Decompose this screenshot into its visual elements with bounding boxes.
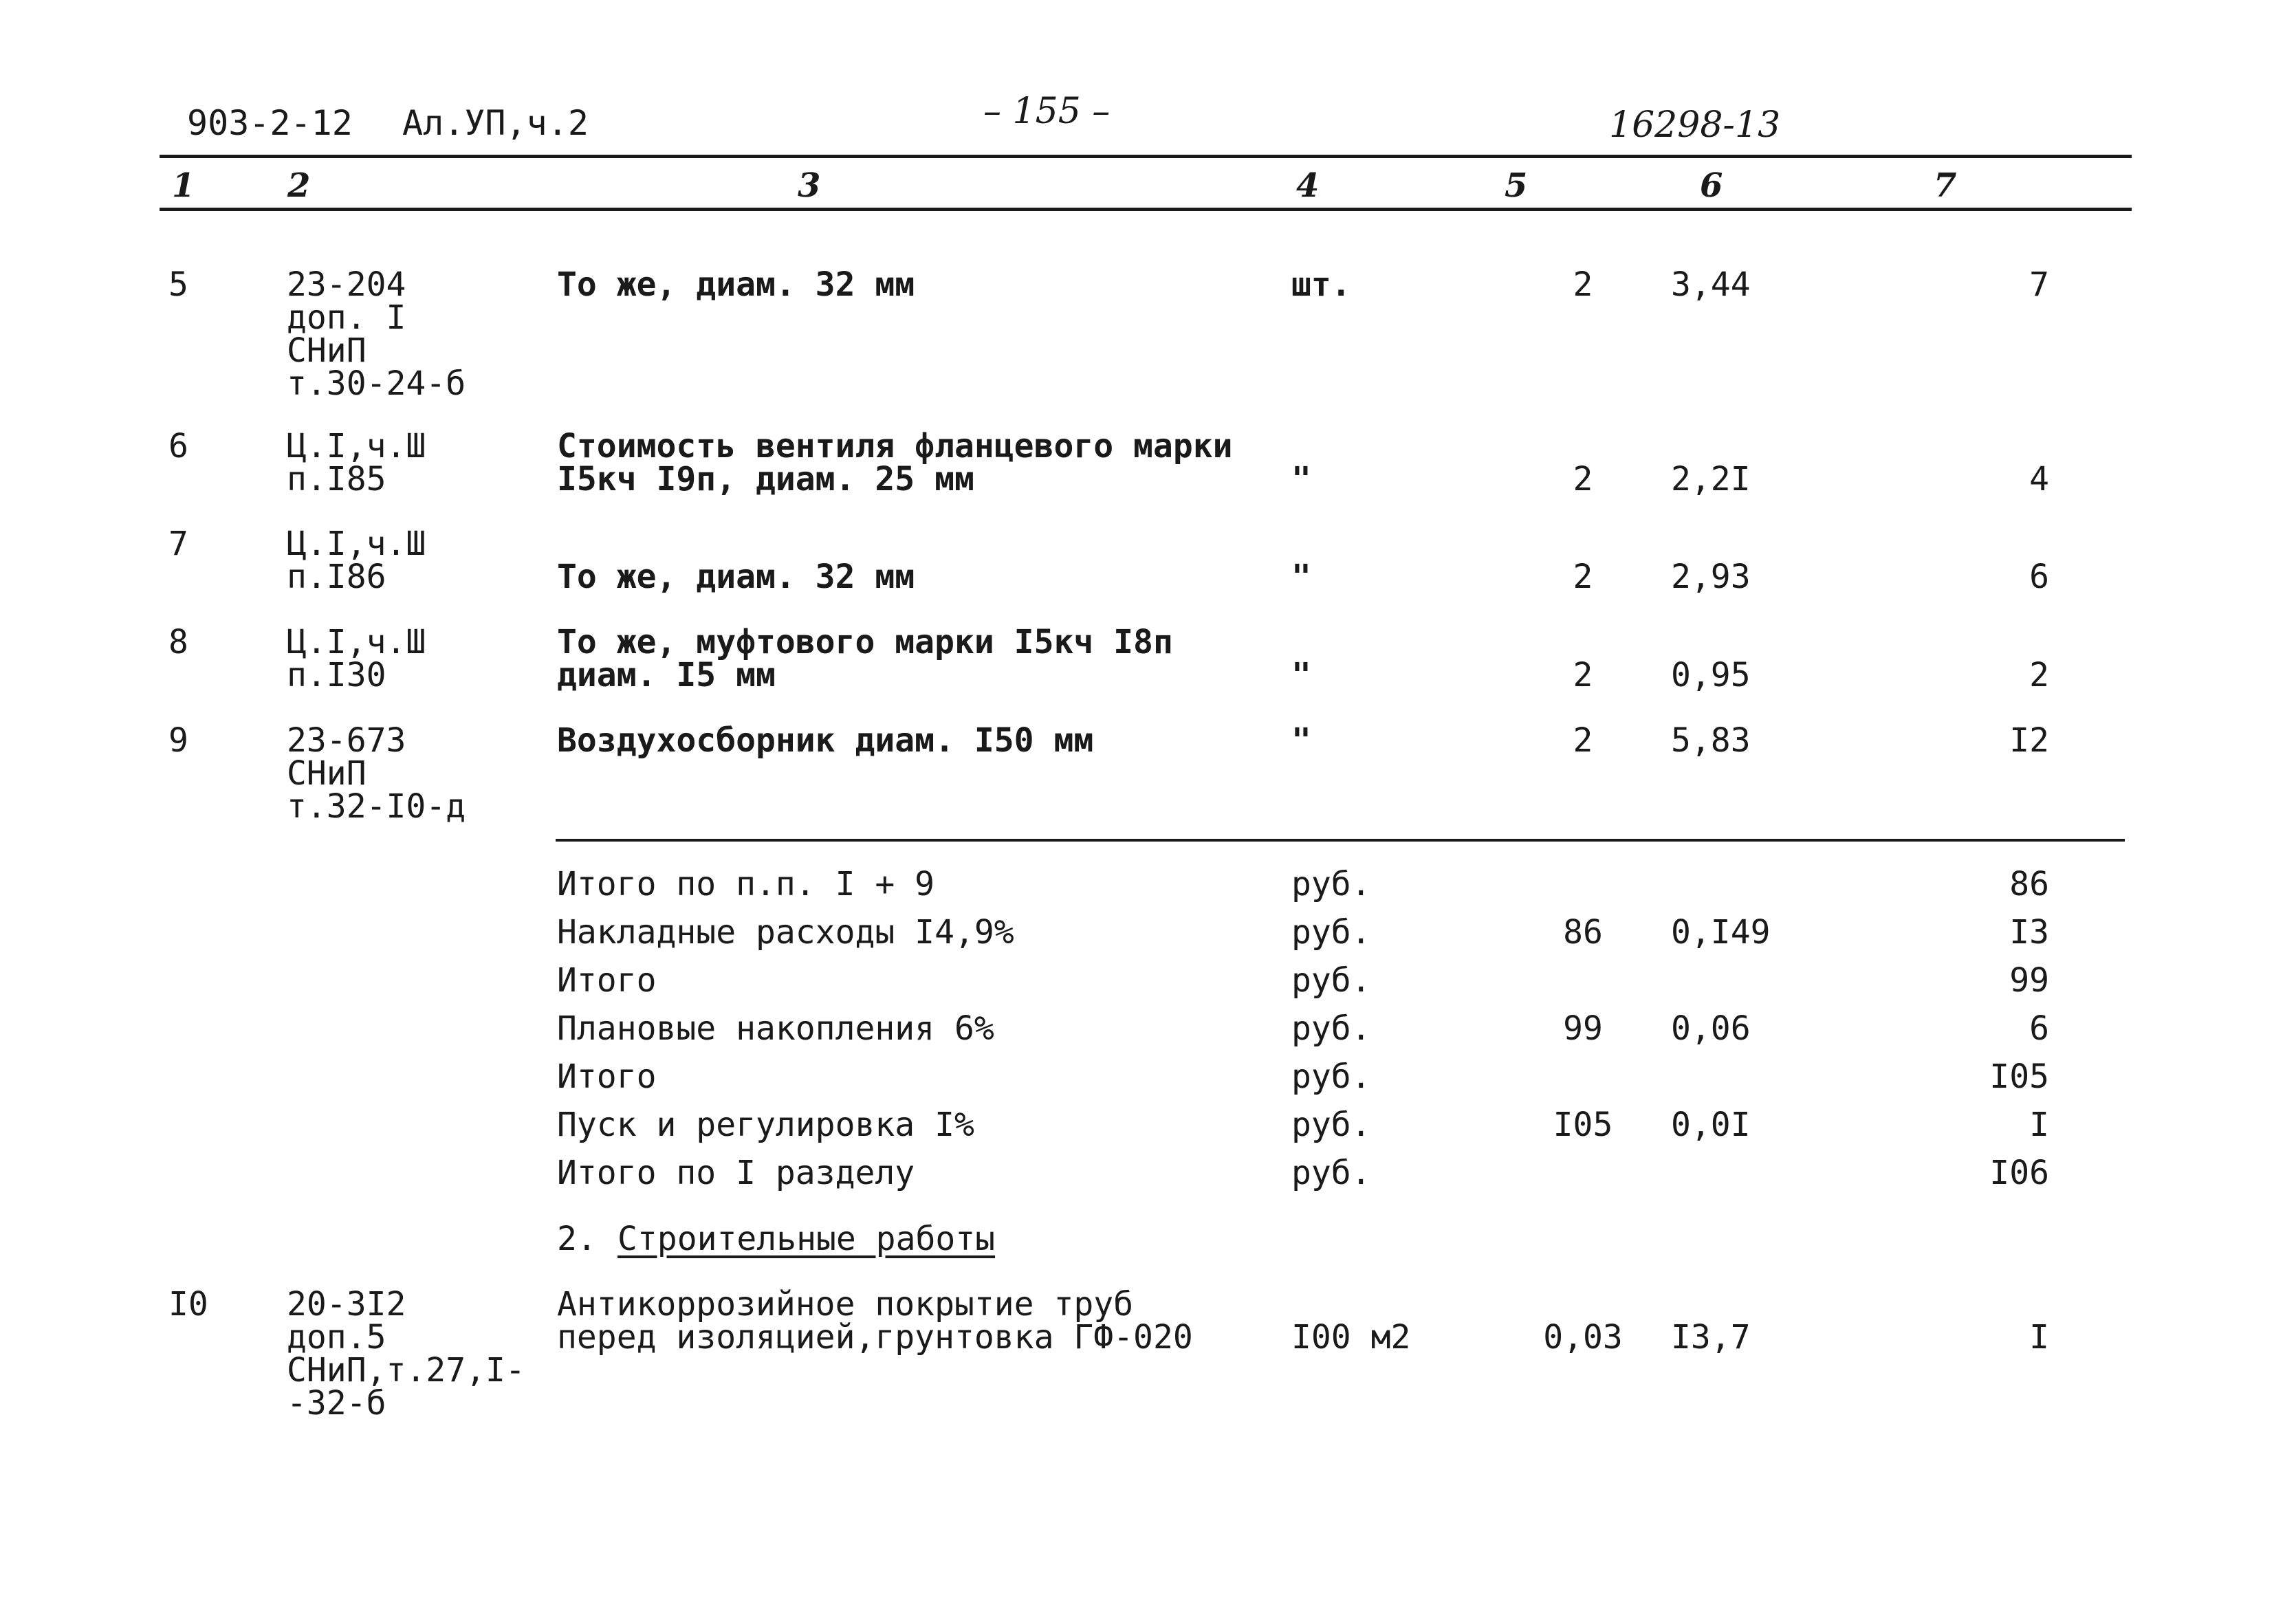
item-reference: 23-204 доп. I СНиП т.30-24-б [287,265,466,403]
summary-base: I05 [1553,1106,1613,1144]
summary-row [0,961,2274,1005]
item-number: 6 [168,427,188,465]
item-reference: Ц.I,ч.Ш п.I30 [287,623,426,694]
item-unit: шт. [1291,265,1351,304]
item-total: 2 [2029,656,2049,694]
item-description: То же, диам. 32 мм [557,265,915,304]
summary-unit: руб. [1291,1106,1371,1144]
header-bottom-rule [160,208,2132,211]
summary-rate: 0,06 [1671,1009,1751,1048]
item-unit: " [1291,558,1311,596]
item-quantity: 0,03 [1543,1318,1623,1357]
summary-rate: 0,0I [1671,1106,1751,1144]
item-unit-price: 2,93 [1671,558,1751,596]
summary-row [0,913,2274,957]
summary-label: Итого [557,961,657,1000]
item-reference: 23-673 СНиП т.32-I0-д [287,721,466,826]
summary-label: Пуск и регулировка I% [557,1106,974,1144]
summary-value: I3 [2009,913,2049,952]
item-unit: " [1291,721,1311,760]
column-number-7: 7 [1934,166,1957,205]
item-quantity: 2 [1573,721,1593,760]
item-description: Стоимость вентиля фланцевого марки I5кч I9п, диам. 25 мм [557,427,1233,498]
item-unit: " [1291,656,1311,694]
summary-label: Итого [557,1057,657,1096]
section-heading [0,1222,2274,1264]
column-number-1: 1 [172,166,195,205]
column-number-4: 4 [1296,166,1320,205]
item-reference: 20-3I2 доп.5 СНиП,т.27,I- -32-б [287,1285,525,1423]
summary-value: 86 [2009,865,2049,903]
item-unit: I00 м2 [1291,1318,1411,1357]
item-total: I2 [2009,721,2049,760]
item-quantity: 2 [1573,656,1593,694]
item-total: I [2029,1318,2049,1357]
item-quantity: 2 [1573,558,1593,596]
summary-value: 6 [2029,1009,2049,1048]
summary-unit: руб. [1291,961,1371,1000]
summary-row [0,1108,2274,1150]
summary-unit: руб. [1291,1009,1371,1048]
summary-label: Плановые накопления 6% [557,1009,994,1048]
summary-row [0,1156,2274,1198]
item-reference: Ц.I,ч.Ш п.I86 [287,525,426,596]
album-reference: Ал.УП,ч.2 [402,103,589,143]
column-number-5: 5 [1505,166,1528,205]
item-quantity: 2 [1573,460,1593,498]
item-unit-price: 2,2I [1671,460,1751,498]
section-number: 2. [557,1220,597,1258]
item-reference: Ц.I,ч.Ш п.I85 [287,427,426,498]
item-unit-price: 0,95 [1671,656,1751,694]
summary-label: Итого по I разделу [557,1154,915,1192]
summary-divider [556,839,2125,842]
summary-value: 99 [2009,961,2049,1000]
item-number: 5 [168,265,188,304]
page-number: – 155 – [983,91,1111,132]
item-number: 9 [168,721,188,760]
item-unit: " [1291,460,1311,498]
item-number: 7 [168,525,188,563]
item-unit-price: 3,44 [1671,265,1751,304]
document-code: 903-2-12 [187,103,353,143]
summary-value: I [2029,1106,2049,1144]
item-total: 6 [2029,558,2049,596]
item-unit-price: I3,7 [1671,1318,1751,1357]
section-title: Строительные работы [617,1220,996,1258]
summary-unit: руб. [1291,1154,1371,1192]
item-number: I0 [168,1285,208,1324]
header-top-rule [160,155,2132,158]
summary-label: Накладные расходы I4,9% [557,913,1014,952]
summary-unit: руб. [1291,865,1371,903]
summary-label: Итого по п.п. I + 9 [557,865,935,903]
inventory-number: 16298-13 [1609,105,1781,146]
item-number: 8 [168,623,188,661]
item-total: 4 [2029,460,2049,498]
summary-row [0,1009,2274,1053]
item-description: Антикоррозийное покрытие труб перед изоляцией,грунтовка ГФ-020 [557,1285,1193,1357]
item-description: Воздухосборник диам. I50 мм [557,721,1094,760]
summary-base: 99 [1563,1009,1603,1048]
summary-rate: 0,I49 [1671,913,1771,952]
column-number-3: 3 [798,166,821,205]
summary-unit: руб. [1291,1057,1371,1096]
summary-base: 86 [1563,913,1603,952]
summary-row [0,865,2274,909]
item-total: 7 [2029,265,2049,304]
summary-value: I06 [1989,1154,2049,1192]
item-description: То же, диам. 32 мм [557,558,915,596]
column-number-2: 2 [287,166,311,205]
summary-unit: руб. [1291,913,1371,952]
column-number-6: 6 [1700,166,1723,205]
summary-value: I05 [1989,1057,2049,1096]
summary-row [0,1057,2274,1101]
item-unit-price: 5,83 [1671,721,1751,760]
item-quantity: 2 [1573,265,1593,304]
item-description: То же, муфтового марки I5кч I8п диам. I5 мм [557,623,1173,694]
